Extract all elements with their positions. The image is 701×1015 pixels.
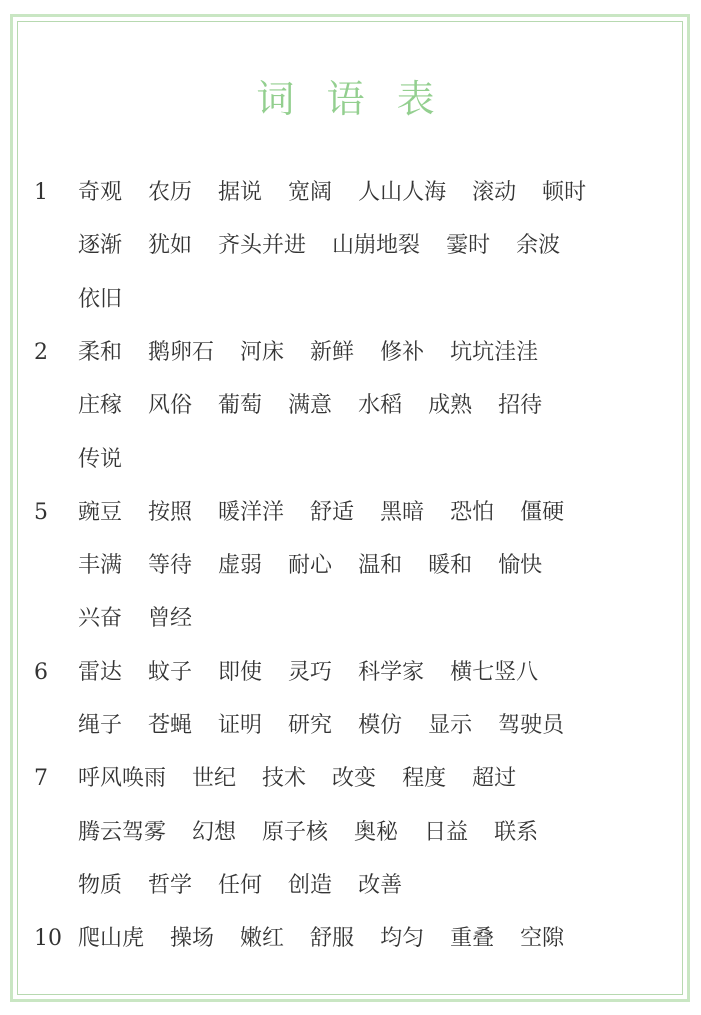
vocab-word: 技术 [262,766,307,792]
vocab-line [34,871,428,901]
vocab-word: 世纪 [192,766,237,792]
vocab-word: 证明 [218,713,263,738]
vocab-word: 柔和 [78,339,123,365]
vocab-word: 坑坑洼洼 [450,339,539,365]
vocab-word: 呼风唤雨 [78,766,167,792]
vocab-word: 犹如 [148,233,193,259]
vocab-line [34,338,564,368]
vocab-word: 程度 [402,766,447,792]
vocab-word: 据说 [218,180,263,205]
vocab-word: 任何 [218,872,263,898]
vocab-word: 余波 [516,233,561,259]
lesson-number: 1 [34,180,48,205]
vocab-word: 成熟 [428,393,473,419]
lesson-number: 5 [34,499,48,525]
vocab-word: 科学家 [358,659,425,685]
vocab-word: 河床 [240,339,285,365]
vocab-word: 蚊子 [148,659,193,685]
vocab-word: 改善 [358,872,403,898]
vocab-word: 黑暗 [380,499,425,525]
vocab-line [34,178,612,208]
vocab-word: 新鲜 [310,339,355,365]
vocab-word: 水稻 [358,393,403,419]
vocab-word: 研究 [288,713,333,738]
vocab-line [34,391,568,421]
vocab-word: 舒服 [310,926,355,952]
vocab-line [34,818,564,848]
vocab-word: 创造 [288,872,333,898]
vocab-word: 嫩红 [240,926,285,952]
vocab-word: 庄稼 [78,393,123,419]
vocab-word: 僵硬 [520,499,565,525]
lesson-number: 2 [34,339,48,365]
vocab-word: 空隙 [520,926,565,952]
vocab-word: 恐怕 [450,499,495,525]
lesson-number: 10 [34,926,62,952]
vocab-word: 逐渐 [78,233,123,259]
vocab-word: 按照 [148,499,193,525]
vocab-word: 等待 [148,553,193,579]
vocab-word: 愉快 [498,553,543,579]
vocab-word: 模仿 [358,713,403,738]
vocab-word: 驾驶员 [498,713,565,738]
vocab-word: 虚弱 [218,553,263,579]
vocab-word: 绳子 [78,713,123,738]
vocab-word: 豌豆 [78,499,123,525]
vocab-word: 改变 [332,766,377,792]
vocab-word: 哲学 [148,872,193,898]
vocab-line [34,658,564,688]
vocab-word: 兴奋 [78,606,123,632]
lesson-number: 6 [34,659,48,685]
vocab-line [34,445,148,475]
vocab-line [34,285,148,315]
vocab-line [34,551,568,581]
vocab-word: 雷达 [78,659,123,685]
vocab-word: 奇观 [78,180,123,205]
vocab-line [34,498,590,528]
vocab-word: 物质 [78,872,123,898]
vocab-word: 滚动 [472,180,517,205]
vocab-word: 爬山虎 [78,926,145,952]
vocab-word: 温和 [358,553,403,579]
vocab-word: 显示 [428,713,473,738]
vocab-word: 风俗 [148,393,193,419]
vocab-word: 横七竖八 [450,659,539,685]
vocab-word: 操场 [170,926,215,952]
vocab-word: 依旧 [78,286,123,312]
vocab-word: 耐心 [288,553,333,579]
vocab-word: 灵巧 [288,659,333,685]
vocab-word: 均匀 [380,926,425,952]
vocab-line [34,924,590,954]
vocab-word: 宽阔 [288,180,333,205]
vocab-word: 齐头并进 [218,233,307,259]
vocab-word: 鹅卵石 [148,339,215,365]
vocab-word: 满意 [288,393,333,419]
vocab-word: 传说 [78,446,123,472]
vocab-line [34,711,590,741]
vocab-line [34,604,218,634]
vocab-word: 山崩地裂 [332,233,421,259]
vocab-word: 人山人海 [358,180,447,205]
vocab-word: 日益 [424,819,469,845]
vocab-word: 重叠 [450,926,495,952]
vocab-word: 舒适 [310,499,355,525]
vocab-word: 超过 [472,766,517,792]
vocab-word: 联系 [494,819,539,845]
vocab-word: 即使 [218,659,263,685]
vocab-word: 暖和 [428,553,473,579]
vocab-word: 腾云驾雾 [78,819,167,845]
vocab-word: 丰满 [78,553,123,579]
vocab-word: 农历 [148,180,193,205]
lesson-number: 7 [34,766,48,792]
vocab-word: 顿时 [542,180,587,205]
vocab-word: 霎时 [446,233,491,259]
vocab-word: 修补 [380,339,425,365]
vocab-word: 葡萄 [218,393,263,419]
page-title: 词 语 表 [256,77,445,121]
vocab-word: 暖洋洋 [218,499,285,525]
vocab-word: 曾经 [148,606,193,632]
vocab-word: 幻想 [192,819,237,845]
vocab-line [34,764,542,794]
vocab-line [34,231,586,261]
vocab-word: 招待 [498,393,543,419]
vocab-word: 苍蝇 [148,713,193,738]
vocab-word: 奥秘 [354,819,399,845]
vocab-word: 原子核 [262,819,329,845]
